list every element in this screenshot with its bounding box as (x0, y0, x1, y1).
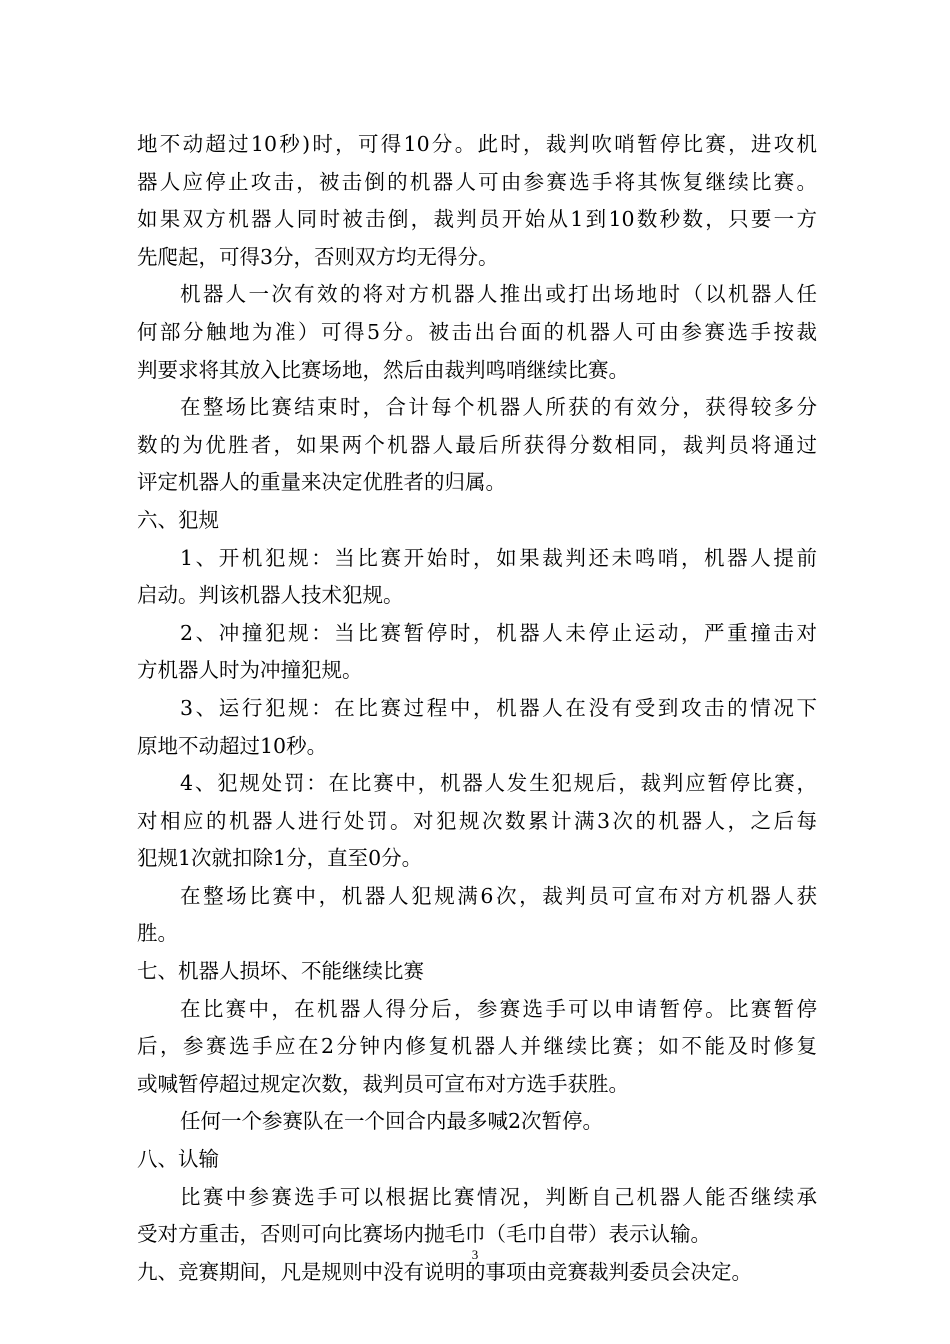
paragraph-line: 在整场比赛结束时，合计每个机器人所获的有效分，获得较多分 (180, 395, 817, 420)
paragraph-line: 数的为优胜者，如果两个机器人最后所获得分数相同，裁判员将通过 (137, 432, 817, 457)
paragraph-line: 地不动超过10秒)时，可得10分。此时，裁判吹哨暂停比赛，进攻机 (137, 132, 817, 156)
section-heading: 九、竞赛期间，凡是规则中没有说明的事项由竞赛裁判委员会决定。 (137, 1259, 752, 1284)
paragraph-line: 犯规1次就扣除1分，直至0分。 (137, 846, 423, 871)
paragraph-line: 后，参赛选手应在2分钟内修复机器人并继续比赛；如不能及时修复 (137, 1034, 817, 1059)
paragraph-line: 启动。判该机器人技术犯规。 (137, 583, 404, 608)
paragraph-line: 4、犯规处罚：在比赛中，机器人发生犯规后，裁判应暂停比赛， (180, 771, 817, 796)
paragraph-line: 受对方重击，否则可向比赛场内抛毛巾（毛巾自带）表示认输。 (137, 1222, 711, 1247)
section-heading: 七、机器人损坏、不能继续比赛 (137, 959, 424, 984)
paragraph-line: 在比赛中，在机器人得分后，参赛选手可以申请暂停。比赛暂停 (180, 996, 817, 1021)
paragraph-line: 原地不动超过10秒。 (137, 733, 328, 758)
paragraph-line: 3、运行犯规：在比赛过程中，机器人在没有受到攻击的情况下 (180, 695, 817, 720)
paragraph-line: 在整场比赛中，机器人犯规满6次，裁判员可宣布对方机器人获 (180, 883, 817, 908)
section-heading: 八、认输 (137, 1147, 219, 1172)
paragraph-line: 胜。 (137, 921, 178, 946)
paragraph-line: 评定机器人的重量来决定优胜者的归属。 (137, 470, 506, 495)
paragraph-line: 判要求将其放入比赛场地，然后由裁判鸣哨继续比赛。 (137, 357, 629, 382)
paragraph-line: 任何一个参赛队在一个回合内最多喊2次暂停。 (180, 1109, 604, 1134)
paragraph-line: 方机器人时为冲撞犯规。 (137, 658, 363, 683)
paragraph-line: 何部分触地为准）可得5分。被击出台面的机器人可由参赛选手按裁 (137, 319, 817, 344)
paragraph-line: 比赛中参赛选手可以根据比赛情况，判断自己机器人能否继续承 (180, 1184, 817, 1209)
paragraph-line: 1、开机犯规：当比赛开始时，如果裁判还未鸣哨，机器人提前 (180, 545, 817, 570)
paragraph-line: 对相应的机器人进行处罚。对犯规次数累计满3次的机器人，之后每 (137, 808, 817, 833)
paragraph-line: 机器人一次有效的将对方机器人推出或打出场地时（以机器人任 (180, 282, 817, 307)
page-body (137, 126, 817, 1291)
section-heading: 六、犯规 (137, 507, 219, 532)
paragraph-line: 先爬起，可得3分，否则双方均无得分。 (137, 244, 499, 269)
page-number: 3 (471, 1247, 479, 1262)
paragraph-line: 或喊暂停超过规定次数，裁判员可宣布对方选手获胜。 (137, 1071, 629, 1096)
paragraph-line: 器人应停止攻击，被击倒的机器人可由参赛选手将其恢复继续比赛。 (137, 169, 817, 194)
paragraph-line: 2、冲撞犯规：当比赛暂停时，机器人未停止运动，严重撞击对 (180, 620, 817, 645)
paragraph-line: 如果双方机器人同时被击倒，裁判员开始从1到10数秒数，只要一方 (137, 207, 817, 232)
